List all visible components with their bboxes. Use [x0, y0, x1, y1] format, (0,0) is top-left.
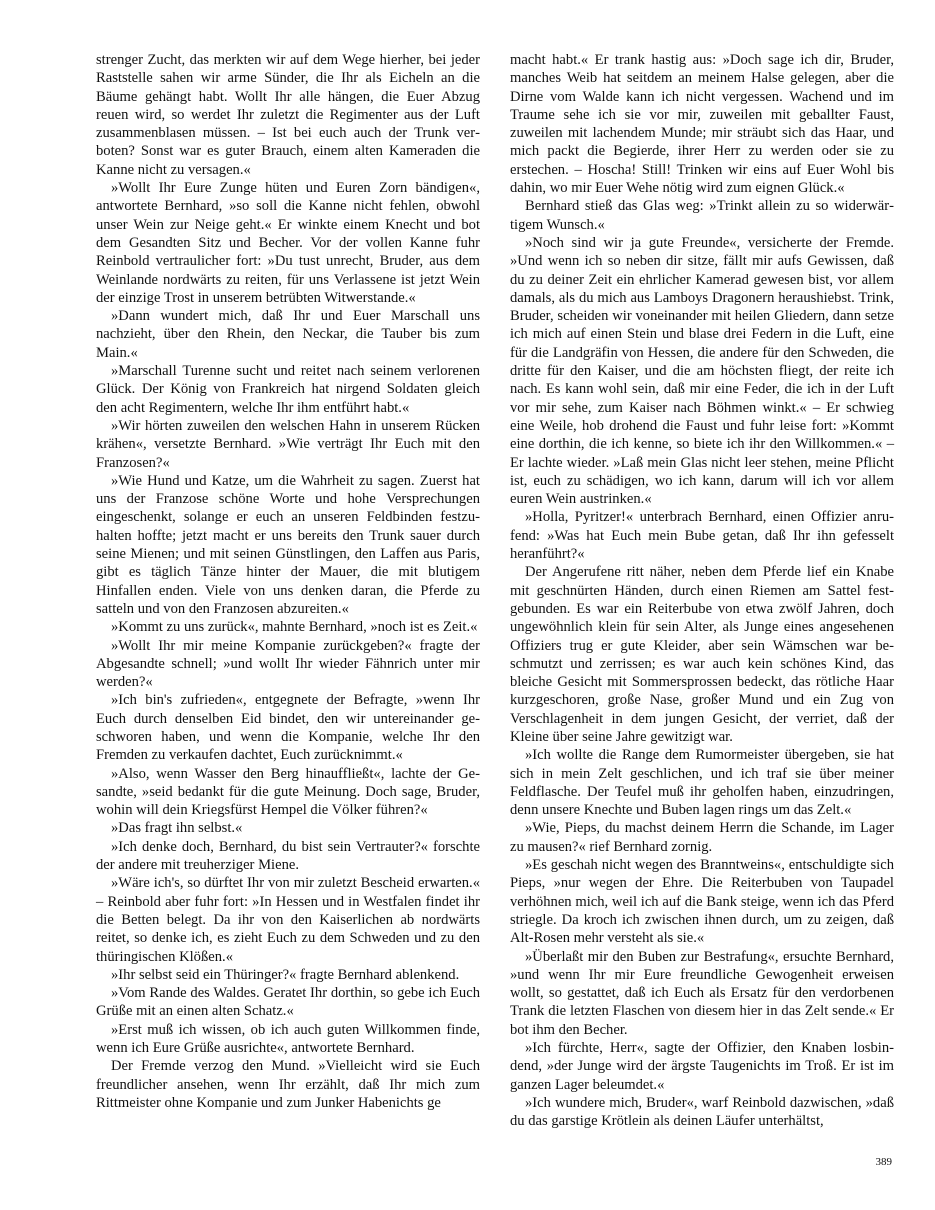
paragraph: Der Angerufene ritt näher, neben dem Pferde lief ein Knabe mit geschnürten Händen, durch einen Riemen am Sattel festgebunden. Es war ein Reiterbube von etwa zwölf Jahren, doch ungewöhnlich klein für sein Alter, als Junge eines angesehenen Offiziers trug er gute Kleider, aber sein Wämschen war beschmutzt und zerrissen; es war auch kein schönes Kind, das bleiche Gesicht mit Sommersprossen bedeckt, das rötliche Haar kurzgeschoren, große Nase, großer Mund und ein Zug von Verschlagenheit in dem jungen Gesicht, der verriet, daß der Kleine über seine Jahre gewitzigt war. — [510, 564, 894, 745]
paragraph: »Ich bin's zufrieden«, entgegnete der Befragte, »wenn Ihr Euch durch denselben Eid bindet, den wir untereinander geschworen haben, und wenn die Kompanie, welche Ihr den Fremden zu verkaufen dachtet, Euch zurücknimmt.« — [96, 692, 480, 764]
paragraph: »Also, wenn Wasser den Berg hinauffließt«, lachte der Gesandte, »seid bedankt für die gute Meinung. Doch sage, Bruder, wohin will dein Kriegsfürst Hempel die Völker führen?« — [96, 765, 480, 819]
paragraph: »Wollt Ihr mir meine Kompanie zurückgeben?« fragte der Abgesandte schnell; »und wollt Ihr wieder Fähnrich unter mir werden?« — [96, 637, 480, 691]
paragraph: Bernhard stieß das Glas weg: »Trinkt allein zu so widerwärtigem Wunsch.« — [510, 198, 894, 233]
paragraph: »Marschall Turenne sucht und reitet nach seinem verlorenen Glück. Der König von Frankreich hat nirgend Soldaten gleich den acht Regimentern, welche Ihr ihm entführt habt.« — [96, 363, 480, 416]
paragraph: »Es geschah nicht wegen des Branntweins«, entschuldigte sich Pieps, »nur wegen der Ehre. Die Reiterbuben von Taupadel verhöhnen mich, weil ich auf die Bank steige, wenn ich das Pferd striegle. Da kroch ich zwischen ihnen durch, um zu zeigen, daß Alt-Rosen mehr versteht als sie.« — [510, 857, 894, 947]
paragraph: »Wäre ich's, so dürftet Ihr von mir zuletzt Bescheid erwarten.« – Reinbold aber fuhr fort: »In Hessen und in Westfalen findet ihr die Betten belegt. Da ihr von den Kaiserlichen ab nordwärts reitet, so denke ich, es zieht Euch zu dem Schweden und zu den thüringischen Klößen.« — [96, 875, 480, 965]
paragraph: »Ich fürchte, Herr«, sagte der Offizier, den Knaben losbindend, »der Junge wird der ärgste Taugenichts im Troß. Er ist im ganzen Lager beleumdet.« — [510, 1040, 894, 1093]
paragraph: »Vom Rande des Waldes. Geratet Ihr dorthin, so gebe ich Euch Grüße mit an einen alten Schatz.« — [96, 985, 480, 1020]
paragraph: »Ihr selbst seid ein Thüringer?« fragte Bernhard ablenkend. — [111, 966, 460, 983]
paragraph: »Wie Hund und Katze, um die Wahrheit zu sagen. Zuerst hat uns der Franzose schöne Worte und hohe Versprechungen eingeschenkt, solange er euch an unseren Feldbinden festzuhalten hoffte; jetzt macht er uns bereits den Trunk sauer durch seine Mienen; und mit seinen Günstlingen, den Laffen aus Paris, gibt es täglich Tänze hinter der Mauer, die mit blutigem Hinfallen enden. Viele von uns denken daran, die Pferde zu satteln und von den Franzosen abzureiten.« — [96, 472, 480, 617]
paragraph: strenger Zucht, das merkten wir auf dem Wege hierher, bei jeder Raststelle sahen wir arme Sünder, die Ihr als Eicheln an die Bäume gehängt habt. Wollt Ihr alle hängen, die Euer Abzug reuen wird, so werdet Ihr zuletzt die Regimenter aus der Luft zusammenblasen müssen. – Ist bei euch auch der Trunk verboten? Sonst war es guter Brauch, einem alten Kameraden die Kanne nicht zu versagen.« — [96, 52, 480, 178]
paragraph: »Kommt zu uns zurück«, mahnte Bernhard, »noch ist es Zeit.« — [111, 619, 478, 636]
paragraph: »Noch sind wir ja gute Freunde«, versicherte der Fremde. »Und wenn ich so neben dir sitze, fällt mir aufs Gewissen, daß du zu deiner Zeit ein ehrlicher Kamerad gewesen bist, vor allem damals, als du mich aus Lamboys Dragonern heraushiebst. Trink, Bruder, scheiden wir voneinander mit heilen Gliedern, dann setze ich mich auf einen Stein und blase drei Federn in die Luft, eine für die Landgräfin von Hessen, die andere für den Schweden, die dritte für den Kaiser, und die am höchsten fliegt, der reite ich nach. Es kann wohl sein, daß mir eine Feder, die ich in der Luft vor mir sehe, zum Kaiser nach Böhmen winkt.« – Er schwieg eine Weile, hob drohend die Faust und fuhr leise fort: »Kommt eine dorthin, die ich kenne, so biete ich ihr den Willkommen.« – Er lachte wieder. »Laß mein Glas nicht leer stehen, meine Pflicht ist, euch zu schädigen, wo ich kann, darum will ich vor allem euren Wein austrinken.« — [510, 234, 894, 508]
right-text-column — [510, 51, 894, 1131]
paragraph: macht habt.« Er trank hastig aus: »Doch sage ich dir, Bruder, manches Weib hat seitdem an meinem Halse gelegen, aber die Dirne vom Walde kann ich nicht vergessen. Wachend und im Traume sehe ich sie vor mir, zuweilen mit geballter Faust, zuweilen mit lachendem Munde; mir sträubt sich das Haar, und mich packt die Begierde, ihrer Herr zu werden oder sie zu erstechen. – Hoscha! Still! Trinken wir eins auf Euer Wohl bis dahin, wo mir Euer Wehe nötig wird zum eignen Glück.« — [510, 52, 894, 197]
paragraph: Der Fremde verzog den Mund. »Vielleicht wird sie Euch freundlicher ansehen, wenn Ihr erzählt, daß Ihr mich zum Rittmeister ohne Kompanie und zum Junker Habenichts ge — [96, 1058, 480, 1111]
paragraph: »Ich wollte die Range dem Rumormeister übergeben, sie hat sich in mein Zelt geschlichen, und ich traf sie über meiner Feldflasche. Der Teufel muß ihr geholfen haben, einzudringen, denn unsere Knechte und Buben lagen rings um das Zelt.« — [510, 747, 894, 819]
paragraph: »Ich wundere mich, Bruder«, warf Reinbold dazwischen, »daß du das garstige Krötlein als deinen Läufer unterhältst, — [510, 1094, 894, 1130]
paragraph: »Überlaßt mir den Buben zur Bestrafung«, ersuchte Bernhard, »und wenn Ihr mir Eure freundliche Gewogenheit erweisen wollt, so gestattet, daß ich Euch als Ersatz für den verdorbenen Trank die letzten Flaschen von diesem hier in das Zelt sende.« Er bot ihm den Becher. — [510, 948, 894, 1038]
paragraph: »Dann wundert mich, daß Ihr und Euer Marschall uns nachzieht, über den Rhein, den Neckar, die Tauber bis zum Main.« — [96, 308, 480, 361]
page-number: 389 — [875, 1156, 892, 1168]
paragraph: »Holla, Pyritzer!« unterbrach Bernhard, einen Offizier anrufend: »Was hat Euch mein Bube getan, daß Ihr ihn gefesselt heranführt?« — [510, 509, 894, 563]
paragraph: »Wollt Ihr Eure Zunge hüten und Euren Zorn bändigen«, antwortete Bernhard, »so soll die Kanne nicht fehlen, obwohl unser Wein zur Neige geht.« Er winkte einem Knecht und bot dem Gesandten Sitz und Becher. Vor der vollen Kanne fuhr Reinbold vertraulicher fort: »Du tust unrecht, Bruder, aus dem Weinlande nordwärts zu reiten, für uns Verlassene ist jetzt Wein der einzige Trost in unserem betrübten Witwerstande.« — [96, 180, 480, 306]
paragraph: »Das fragt ihn selbst.« — [111, 820, 243, 837]
paragraph: »Wie, Pieps, du machst deinem Herrn die Schande, im Lager zu mausen?« rief Bernhard zornig. — [510, 820, 894, 855]
paragraph: »Wir hörten zuweilen den welschen Hahn in unserem Rücken krähen«, versetzte Bernhard. »Wie verträgt Ihr Euch mit den Franzosen?« — [96, 417, 480, 471]
paragraph: »Ich denke doch, Bernhard, du bist sein Vertrauter?« forschte der andere mit treuherziger Miene. — [96, 838, 480, 874]
left-text-column — [96, 51, 480, 1112]
paragraph: »Erst muß ich wissen, ob ich auch guten Willkommen finde, wenn ich Eure Grüße ausrichte«, antwortete Bernhard. — [96, 1021, 480, 1057]
